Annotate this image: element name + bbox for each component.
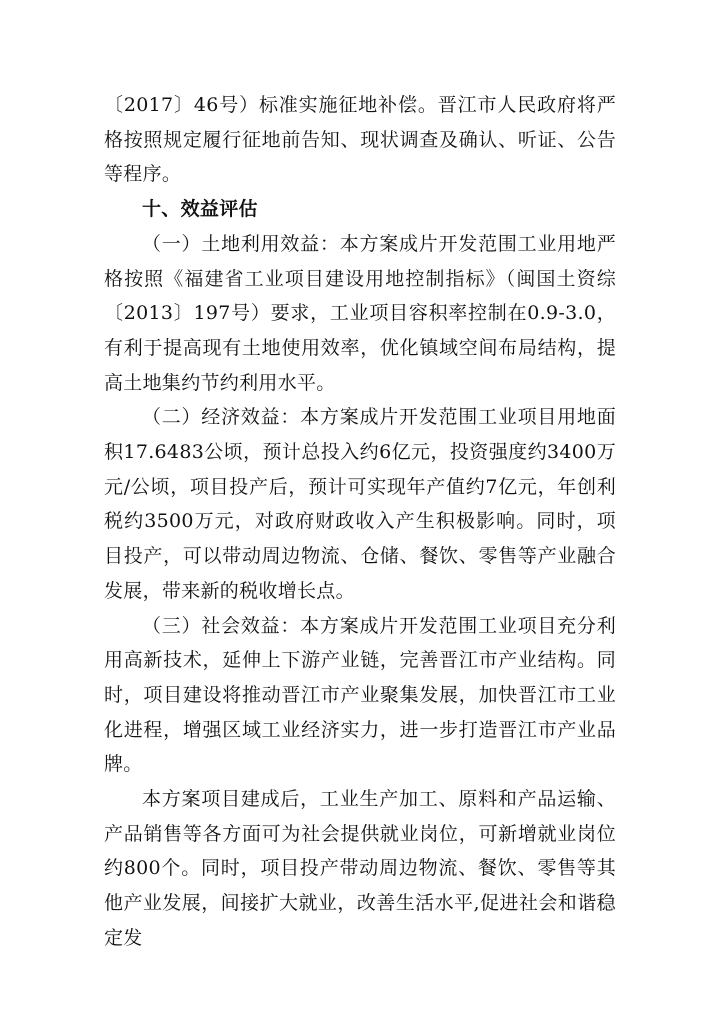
paragraph-land-benefit: （一）土地利用效益：本方案成片开发范围工业用地严格按照《福建省工业项目建设用地控制指标》（闽国土资综〔2013〕197号）要求，工业项目容积率控制在0.9-3.0，有利于提高现有土地使用效率，优化镇域空间布局结构，提高土地集约节约利用水平。	[104, 232, 616, 394]
document-body	[104, 88, 616, 956]
paragraph-social-benefit: （三）社会效益：本方案成片开发范围工业项目充分利用高新技术，延伸上下游产业链，完善晋江市产业结构。同时，项目建设将推动晋江市产业聚集发展，加快晋江市工业化进程，增强区域工业经济实力，进一步打造晋江市产业品牌。	[104, 614, 616, 776]
section-heading: 十、效益评估	[142, 198, 258, 221]
paragraph-economic-benefit: （二）经济效益：本方案成片开发范围工业项目用地面积17.6483公顷，预计总投入约6亿元，投资强度约3400万元/公顷，项目投产后，预计可实现年产值约7亿元，年创利税约3500万元，对政府财政收入产生积极影响。同时，项目投产，可以带动周边物流、仓储、餐饮、零售等产业融合发展，带来新的税收增长点。	[104, 406, 616, 602]
paragraph-continuation: 〔2017〕46号）标准实施征地补偿。晋江市人民政府将严格按照规定履行征地前告知、现状调查及确认、听证、公告等程序。	[104, 94, 616, 186]
paragraph-employment: 本方案项目建成后，工业生产加工、原料和产品运输、产品销售等各方面可为社会提供就业岗位，可新增就业岗位约800个。同时，项目投产带动周边物流、餐饮、零售等其他产业发展，间接扩大就业，改善生活水平,促进社会和谐稳定发	[104, 788, 616, 949]
